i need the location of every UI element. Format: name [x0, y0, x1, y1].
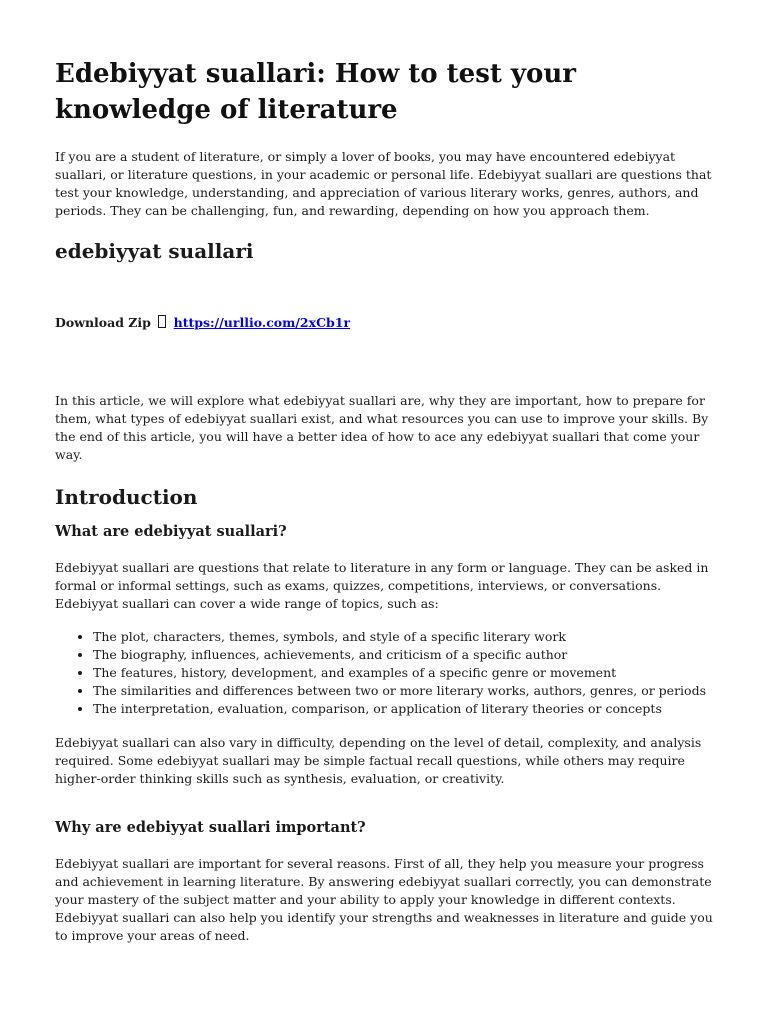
download-link[interactable]: https://urllio.com/2xCb1r [173, 315, 351, 330]
what-paragraph: Edebiyyat suallari are questions that relate to literature in any form or language. They can be asked in formal or informal settings, such as exams, quizzes, competitions, interviews, or conversations. Edebiyyat suallari can cover a wide range of topics, such as: [55, 560, 709, 611]
what-heading: What are edebiyyat suallari? [55, 523, 287, 540]
overview-paragraph: In this article, we will explore what edebiyyat suallari are, why they are important, how to prepare for them, what types of edebiyyat suallari exist, and what resources you can use to improve your skills. By the end of this article, you will have a better idea of how to ace any edebiyyat suallari that come your way. [55, 393, 709, 462]
list-item: • The features, history, development, and examples of a specific genre or movement [93, 664, 719, 682]
why-paragraph: Edebiyyat suallari are important for several reasons. First of all, they help you measure your progress and achievement in learning literature. By answering edebiyyat suallari correctly, you can demonstrate your mastery of the subject matter and your ability to apply your knowledge in different contexts. Edebiyyat suallari can also help you identify your strengths and weaknesses in literature and guide you to improve your areas of need. [55, 856, 713, 943]
list-item: • The interpretation, evaluation, comparison, or application of literary theories or concepts [93, 700, 719, 718]
topics-list [55, 628, 719, 718]
list-item: • The plot, characters, themes, symbols, and style of a specific literary work [93, 628, 719, 646]
why-heading: Why are edebiyyat suallari important? [55, 819, 366, 836]
difficulty-paragraph: Edebiyyat suallari can also vary in difficulty, depending on the level of detail, complexity, and analysis required. Some edebiyyat suallari may be simple factual recall questions, while others may require higher-order thinking skills such as synthesis, evaluation, or creativity. [55, 735, 702, 786]
list-item: • The similarities and differences between two or more literary works, authors, genres, or periods [93, 682, 719, 700]
page-title: Edebiyyat suallari: How to test your knowledge of literature [55, 59, 576, 125]
download-label: Download Zip [55, 315, 151, 330]
introduction-heading: Introduction [55, 485, 198, 509]
keyword-heading: edebiyyat suallari [55, 239, 254, 263]
intro-paragraph: If you are a student of literature, or simply a lover of books, you may have encountered edebiyyat suallari, or literature questions, in your academic or personal life. Edebiyyat suallari are questions that test your knowledge, understanding, and appreciation of various literary works, genres, authors, and periods. They can be challenging, fun, and rewarding, depending on how you approach them. [55, 149, 712, 218]
download-line [55, 314, 719, 332]
missing-glyph-icon [158, 315, 166, 328]
list-item: • The biography, influences, achievements, and criticism of a specific author [93, 646, 719, 664]
article [55, 56, 719, 945]
